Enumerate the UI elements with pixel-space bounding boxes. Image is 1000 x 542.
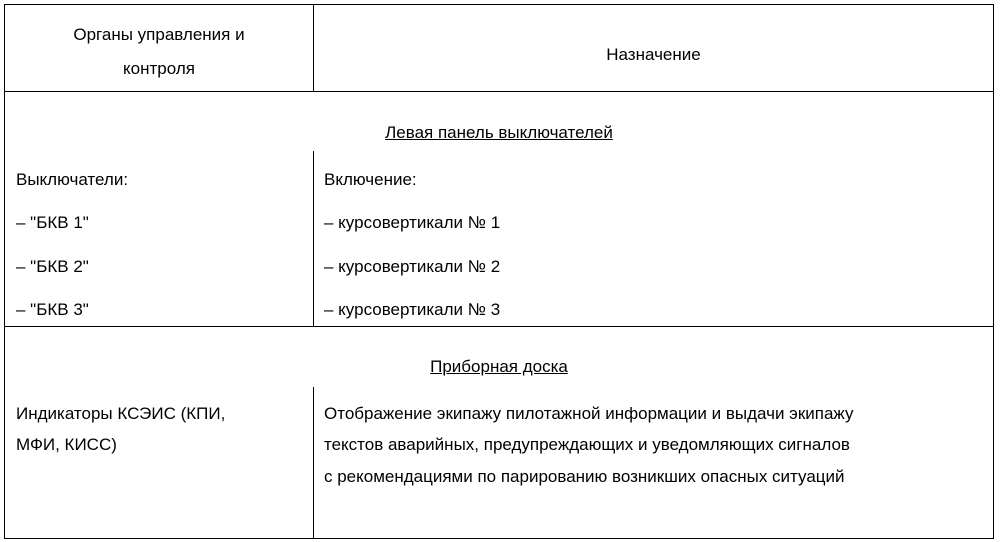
column-divider-section-1 [313,151,314,326]
indicators-name-line1: Индикаторы КСЭИС (КПИ, [16,404,226,423]
purpose-item-2: – курсовертикали № 2 [324,257,501,276]
indicators-purpose-line1: Отображение экипажу пилотажной информации и выдачи экипажу [324,404,854,423]
left-panel-label: Выключатели: [16,170,129,189]
section-title-instrument-panel: Приборная доска [430,357,568,376]
purpose-label: Включение: [324,170,417,189]
header-col1-line2: контроля [123,59,195,78]
header-col2: Назначение [606,45,701,64]
header-col1-line1: Органы управления и [73,25,245,44]
controls-table [4,4,994,539]
left-panel-item-bkv3: – "БКВ 3" [16,300,89,319]
left-panel-item-bkv2: – "БКВ 2" [16,257,89,276]
purpose-item-3: – курсовертикали № 3 [324,300,501,319]
section-title-left-panel: Левая панель выключателей [385,123,613,142]
section-divider [5,326,993,327]
indicators-purpose-line2: текстов аварийных, предупреждающих и уведомляющих сигналов [324,435,850,454]
column-divider-section-2 [313,387,314,539]
indicators-name-line2: МФИ, КИСС) [16,435,117,454]
header-divider [5,91,993,92]
left-panel-item-bkv1: – "БКВ 1" [16,213,89,232]
purpose-item-1: – курсовертикали № 1 [324,213,501,232]
indicators-purpose-line3: с рекомендациями по парированию возникших опасных ситуаций [324,467,845,486]
